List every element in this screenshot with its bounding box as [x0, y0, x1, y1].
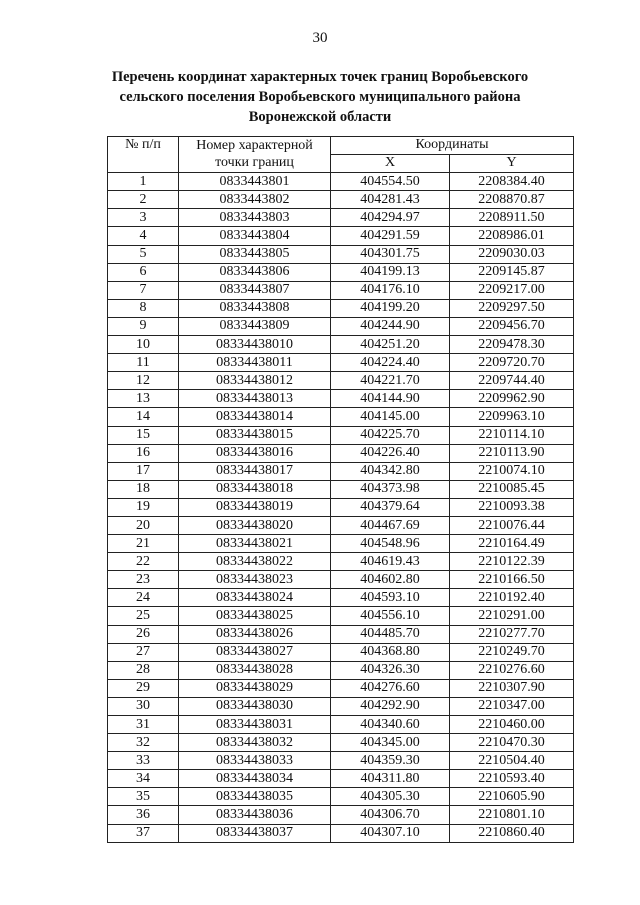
cell-x: 404373.98 — [331, 480, 450, 498]
cell-point-number: 0833443805 — [179, 245, 331, 263]
cell-y: 2210605.90 — [450, 788, 574, 806]
cell-x: 404307.10 — [331, 824, 450, 842]
cell-x: 404467.69 — [331, 516, 450, 534]
cell-x: 404281.43 — [331, 191, 450, 209]
cell-point-number: 0833443809 — [179, 317, 331, 335]
table-row — [108, 571, 574, 589]
cell-row-number: 20 — [108, 516, 179, 534]
cell-y: 2210122.39 — [450, 553, 574, 571]
cell-x: 404306.70 — [331, 806, 450, 824]
table-row — [108, 661, 574, 679]
cell-row-number: 13 — [108, 390, 179, 408]
cell-row-number: 14 — [108, 408, 179, 426]
cell-x: 404244.90 — [331, 317, 450, 335]
cell-x: 404311.80 — [331, 770, 450, 788]
cell-row-number: 36 — [108, 806, 179, 824]
cell-point-number: 0833443801 — [179, 173, 331, 191]
cell-y: 2210593.40 — [450, 770, 574, 788]
cell-y: 2210164.49 — [450, 535, 574, 553]
cell-point-number: 08334438011 — [179, 354, 331, 372]
cell-y: 2209744.40 — [450, 372, 574, 390]
cell-row-number: 34 — [108, 770, 179, 788]
document-title — [100, 67, 540, 127]
table-row — [108, 752, 574, 770]
cell-x: 404292.90 — [331, 697, 450, 715]
cell-row-number: 31 — [108, 716, 179, 734]
cell-row-number: 11 — [108, 354, 179, 372]
cell-point-number: 08334438037 — [179, 824, 331, 842]
cell-y: 2209963.10 — [450, 408, 574, 426]
cell-y: 2208911.50 — [450, 209, 574, 227]
table-row — [108, 770, 574, 788]
table-row — [108, 390, 574, 408]
table-row — [108, 245, 574, 263]
table-header — [108, 137, 574, 173]
cell-row-number: 33 — [108, 752, 179, 770]
cell-row-number: 12 — [108, 372, 179, 390]
cell-y: 2210504.40 — [450, 752, 574, 770]
cell-x: 404199.13 — [331, 263, 450, 281]
cell-x: 404301.75 — [331, 245, 450, 263]
cell-row-number: 37 — [108, 824, 179, 842]
cell-point-number: 0833443803 — [179, 209, 331, 227]
cell-x: 404226.40 — [331, 444, 450, 462]
cell-point-number: 08334438015 — [179, 426, 331, 444]
cell-point-number: 08334438020 — [179, 516, 331, 534]
cell-y: 2209456.70 — [450, 317, 574, 335]
table-row — [108, 535, 574, 553]
cell-row-number: 21 — [108, 535, 179, 553]
cell-x: 404176.10 — [331, 281, 450, 299]
table-row — [108, 191, 574, 209]
cell-y: 2210166.50 — [450, 571, 574, 589]
table-row — [108, 516, 574, 534]
cell-x: 404144.90 — [331, 390, 450, 408]
cell-row-number: 27 — [108, 643, 179, 661]
cell-point-number: 08334438030 — [179, 697, 331, 715]
cell-x: 404593.10 — [331, 589, 450, 607]
cell-row-number: 23 — [108, 571, 179, 589]
table-row — [108, 806, 574, 824]
cell-x: 404359.30 — [331, 752, 450, 770]
table-row — [108, 426, 574, 444]
cell-row-number: 35 — [108, 788, 179, 806]
cell-row-number: 28 — [108, 661, 179, 679]
cell-row-number: 10 — [108, 336, 179, 354]
table-row — [108, 589, 574, 607]
table-row — [108, 408, 574, 426]
cell-point-number: 08334438016 — [179, 444, 331, 462]
cell-y: 2210114.10 — [450, 426, 574, 444]
cell-x: 404145.00 — [331, 408, 450, 426]
table-row — [108, 679, 574, 697]
cell-row-number: 8 — [108, 299, 179, 317]
cell-x: 404291.59 — [331, 227, 450, 245]
coordinates-table — [107, 136, 574, 843]
cell-y: 2210249.70 — [450, 643, 574, 661]
cell-row-number: 16 — [108, 444, 179, 462]
table-row — [108, 263, 574, 281]
cell-point-number: 08334438033 — [179, 752, 331, 770]
cell-x: 404224.40 — [331, 354, 450, 372]
cell-row-number: 17 — [108, 462, 179, 480]
cell-point-number: 08334438024 — [179, 589, 331, 607]
cell-point-number: 0833443802 — [179, 191, 331, 209]
cell-x: 404276.60 — [331, 679, 450, 697]
cell-row-number: 25 — [108, 607, 179, 625]
cell-y: 2210074.10 — [450, 462, 574, 480]
cell-point-number: 08334438017 — [179, 462, 331, 480]
cell-y: 2209145.87 — [450, 263, 574, 281]
cell-row-number: 19 — [108, 498, 179, 516]
cell-x: 404225.70 — [331, 426, 450, 444]
table-row — [108, 716, 574, 734]
cell-point-number: 08334438036 — [179, 806, 331, 824]
table-row — [108, 788, 574, 806]
cell-row-number: 32 — [108, 734, 179, 752]
table-row — [108, 607, 574, 625]
table-row — [108, 643, 574, 661]
cell-row-number: 9 — [108, 317, 179, 335]
table-row — [108, 209, 574, 227]
cell-x: 404294.97 — [331, 209, 450, 227]
cell-row-number: 15 — [108, 426, 179, 444]
header-x: X — [331, 155, 450, 173]
cell-row-number: 26 — [108, 625, 179, 643]
cell-point-number: 08334438032 — [179, 734, 331, 752]
cell-y: 2210093.38 — [450, 498, 574, 516]
cell-x: 404602.80 — [331, 571, 450, 589]
cell-point-number: 08334438021 — [179, 535, 331, 553]
cell-y: 2208870.87 — [450, 191, 574, 209]
table-row — [108, 480, 574, 498]
cell-y: 2210291.00 — [450, 607, 574, 625]
cell-point-number: 08334438034 — [179, 770, 331, 788]
table-row — [108, 697, 574, 715]
table-row — [108, 444, 574, 462]
cell-x: 404305.30 — [331, 788, 450, 806]
cell-point-number: 08334438028 — [179, 661, 331, 679]
cell-x: 404251.20 — [331, 336, 450, 354]
cell-point-number: 08334438023 — [179, 571, 331, 589]
cell-row-number: 22 — [108, 553, 179, 571]
cell-y: 2209478.30 — [450, 336, 574, 354]
cell-row-number: 6 — [108, 263, 179, 281]
table-row — [108, 625, 574, 643]
cell-y: 2209030.03 — [450, 245, 574, 263]
cell-point-number: 0833443808 — [179, 299, 331, 317]
cell-row-number: 7 — [108, 281, 179, 299]
cell-y: 2209297.50 — [450, 299, 574, 317]
cell-x: 404379.64 — [331, 498, 450, 516]
table-row — [108, 173, 574, 191]
cell-y: 2208384.40 — [450, 173, 574, 191]
cell-row-number: 18 — [108, 480, 179, 498]
table-row — [108, 336, 574, 354]
header-point-number: Номер характерной точки границ — [179, 137, 331, 173]
header-y: Y — [450, 155, 574, 173]
cell-point-number: 08334438012 — [179, 372, 331, 390]
cell-y: 2210347.00 — [450, 697, 574, 715]
cell-point-number: 0833443806 — [179, 263, 331, 281]
cell-point-number: 08334438026 — [179, 625, 331, 643]
table-row — [108, 553, 574, 571]
cell-point-number: 0833443804 — [179, 227, 331, 245]
cell-x: 404619.43 — [331, 553, 450, 571]
cell-y: 2210076.44 — [450, 516, 574, 534]
cell-y: 2210860.40 — [450, 824, 574, 842]
table-row — [108, 824, 574, 842]
cell-point-number: 0833443807 — [179, 281, 331, 299]
header-row-number: № п/п — [108, 137, 179, 173]
table-row — [108, 317, 574, 335]
cell-y: 2208986.01 — [450, 227, 574, 245]
cell-row-number: 5 — [108, 245, 179, 263]
cell-x: 404548.96 — [331, 535, 450, 553]
table-row — [108, 354, 574, 372]
table-row — [108, 462, 574, 480]
cell-x: 404342.80 — [331, 462, 450, 480]
cell-point-number: 08334438014 — [179, 408, 331, 426]
cell-point-number: 08334438035 — [179, 788, 331, 806]
cell-point-number: 08334438013 — [179, 390, 331, 408]
cell-y: 2209720.70 — [450, 354, 574, 372]
cell-point-number: 08334438029 — [179, 679, 331, 697]
cell-point-number: 08334438027 — [179, 643, 331, 661]
cell-point-number: 08334438018 — [179, 480, 331, 498]
table-row — [108, 372, 574, 390]
cell-row-number: 2 — [108, 191, 179, 209]
cell-y: 2209217.00 — [450, 281, 574, 299]
table-row — [108, 498, 574, 516]
cell-y: 2210801.10 — [450, 806, 574, 824]
cell-y: 2210113.90 — [450, 444, 574, 462]
cell-y: 2210307.90 — [450, 679, 574, 697]
cell-y: 2210192.40 — [450, 589, 574, 607]
cell-x: 404340.60 — [331, 716, 450, 734]
table-row — [108, 227, 574, 245]
cell-row-number: 24 — [108, 589, 179, 607]
title-line: Воронежской области — [248, 109, 392, 125]
cell-x: 404345.00 — [331, 734, 450, 752]
header-coordinates: Координаты — [331, 137, 574, 155]
cell-y: 2210277.70 — [450, 625, 574, 643]
cell-y: 2209962.90 — [450, 390, 574, 408]
cell-row-number: 1 — [108, 173, 179, 191]
cell-y: 2210460.00 — [450, 716, 574, 734]
cell-point-number: 08334438022 — [179, 553, 331, 571]
cell-row-number: 3 — [108, 209, 179, 227]
cell-point-number: 08334438019 — [179, 498, 331, 516]
cell-point-number: 08334438025 — [179, 607, 331, 625]
cell-x: 404556.10 — [331, 607, 450, 625]
cell-point-number: 08334438031 — [179, 716, 331, 734]
page-number: 30 — [312, 30, 328, 46]
cell-x: 404199.20 — [331, 299, 450, 317]
title-line: Перечень координат характерных точек границ Воробьевского — [111, 69, 529, 85]
cell-row-number: 4 — [108, 227, 179, 245]
cell-x: 404554.50 — [331, 173, 450, 191]
cell-y: 2210085.45 — [450, 480, 574, 498]
cell-row-number: 30 — [108, 697, 179, 715]
cell-point-number: 08334438010 — [179, 336, 331, 354]
cell-y: 2210276.60 — [450, 661, 574, 679]
table-row — [108, 281, 574, 299]
table-row — [108, 299, 574, 317]
cell-row-number: 29 — [108, 679, 179, 697]
table-body — [108, 173, 574, 842]
cell-x: 404368.80 — [331, 643, 450, 661]
cell-y: 2210470.30 — [450, 734, 574, 752]
table-row — [108, 734, 574, 752]
cell-x: 404326.30 — [331, 661, 450, 679]
title-line: сельского поселения Воробьевского муниципального района — [119, 89, 521, 105]
cell-x: 404221.70 — [331, 372, 450, 390]
cell-x: 404485.70 — [331, 625, 450, 643]
